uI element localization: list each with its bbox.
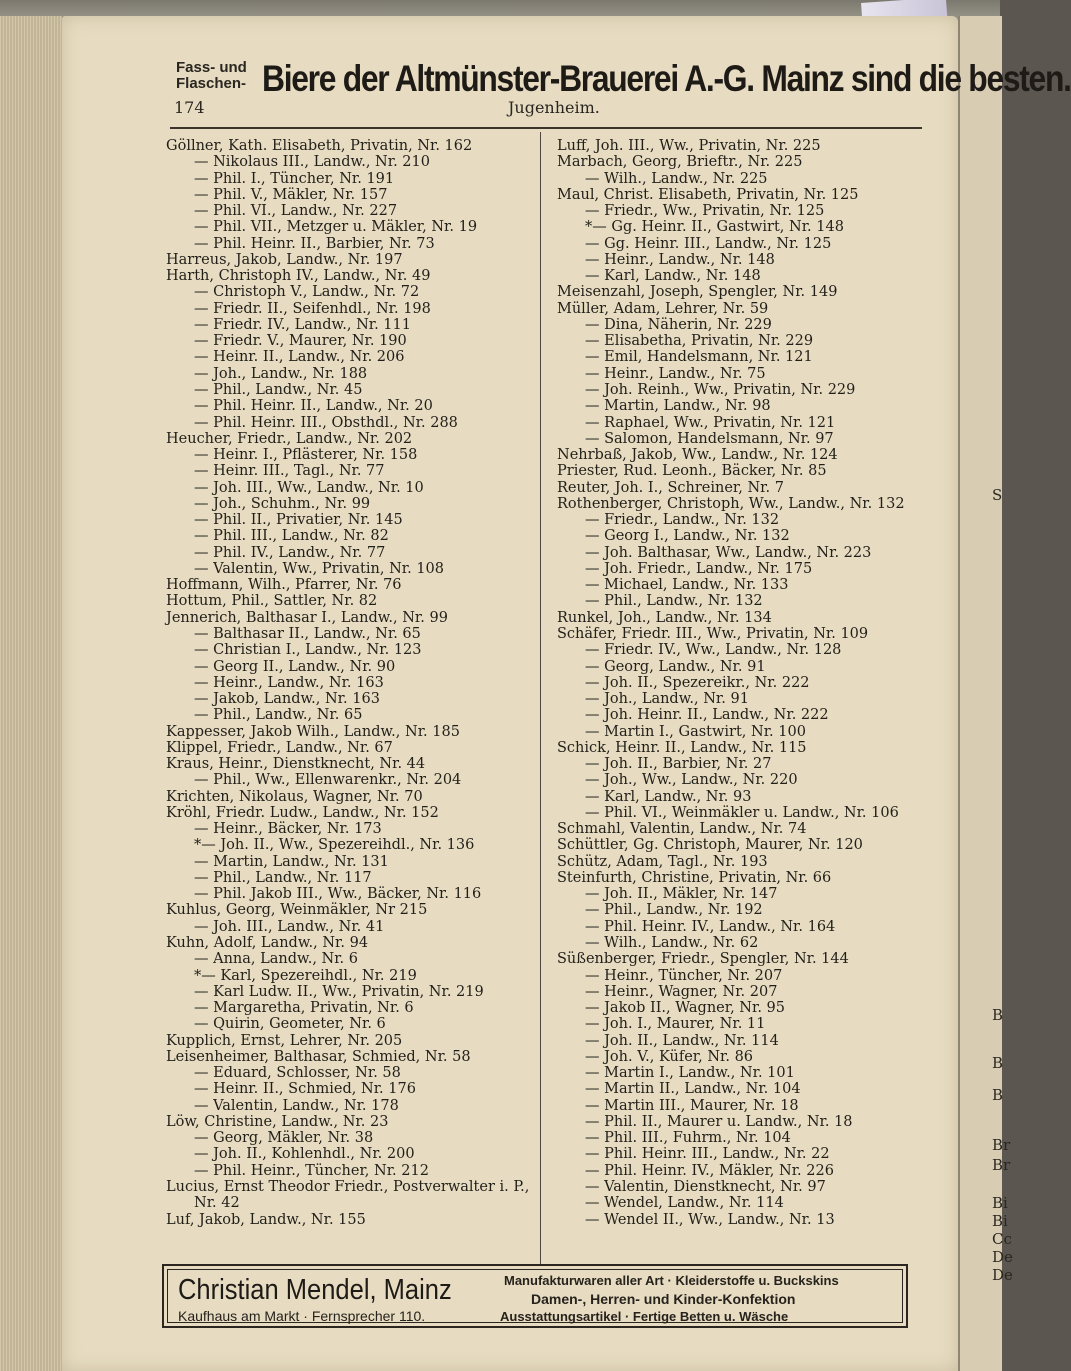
directory-entry: — Heinr. II., Schmied, Nr. 176 bbox=[194, 1081, 416, 1098]
directory-entry: Schick, Heinr. II., Landw., Nr. 115 bbox=[557, 739, 807, 756]
directory-entry: — Martin I., Landw., Nr. 101 bbox=[585, 1065, 795, 1082]
top-advertisement bbox=[176, 58, 1071, 100]
next-page-fragment: B bbox=[992, 1086, 1004, 1104]
directory-entry: — Heinr. III., Tagl., Nr. 77 bbox=[194, 463, 385, 480]
directory-entry: — Heinr. I., Pflästerer, Nr. 158 bbox=[194, 447, 418, 464]
directory-entry: Nr. 42 bbox=[194, 1195, 240, 1212]
directory-entry: — Michael, Landw., Nr. 133 bbox=[585, 577, 789, 594]
directory-entry: *— Joh. II., Ww., Spezereihdl., Nr. 136 bbox=[194, 837, 475, 854]
directory-entry: — Phil. V., Mäkler, Nr. 157 bbox=[194, 186, 388, 203]
directory-entry: — Heinr., Landw., Nr. 163 bbox=[194, 674, 384, 691]
directory-entry: — Joh. II., Kohlenhdl., Nr. 200 bbox=[194, 1146, 415, 1163]
next-page-fragment: B bbox=[992, 1006, 1004, 1024]
directory-entry: — Balthasar II., Landw., Nr. 65 bbox=[194, 625, 421, 642]
directory-entry: — Joh. Reinh., Ww., Privatin, Nr. 229 bbox=[585, 381, 856, 398]
directory-entry: — Phil., Ww., Ellenwarenkr., Nr. 204 bbox=[194, 772, 462, 789]
directory-entry: Meisenzahl, Joseph, Spengler, Nr. 149 bbox=[557, 284, 838, 301]
directory-entry: — Phil., Landw., Nr. 117 bbox=[194, 869, 372, 886]
directory-entry: — Christoph V., Landw., Nr. 72 bbox=[194, 284, 420, 301]
directory-entry: — Phil. I., Tüncher, Nr. 191 bbox=[194, 170, 395, 187]
directory-entry: — Valentin, Dienstknecht, Nr. 97 bbox=[585, 1179, 826, 1195]
directory-entry: — Joh. III., Ww., Landw., Nr. 10 bbox=[194, 479, 424, 496]
directory-entry: — Wilh., Landw., Nr. 225 bbox=[585, 170, 768, 187]
directory-entry: — Joh. III., Landw., Nr. 41 bbox=[194, 918, 385, 935]
directory-entry: — Joh., Landw., Nr. 188 bbox=[194, 365, 368, 382]
directory-entry: Hottum, Phil., Sattler, Nr. 82 bbox=[166, 593, 378, 610]
directory-entry: — Phil., Landw., Nr. 45 bbox=[194, 381, 363, 398]
ad-line-1: Manufakturwaren aller Art · Kleiderstoffe u. Buckskins bbox=[504, 1273, 839, 1288]
directory-entry: Priester, Rud. Leonh., Bäcker, Nr. 85 bbox=[557, 463, 827, 480]
ad-line-3: Ausstattungsartikel · Fertige Betten u. Wäsche bbox=[500, 1309, 789, 1324]
directory-entry: — Phil. III., Landw., Nr. 82 bbox=[194, 528, 389, 545]
directory-entry: — Georg I., Landw., Nr. 132 bbox=[585, 528, 790, 545]
directory-entry: Süßenberger, Friedr., Spengler, Nr. 144 bbox=[557, 951, 849, 968]
directory-entry: — Phil. Heinr., Tüncher, Nr. 212 bbox=[194, 1162, 429, 1179]
directory-entry: Krichten, Nikolaus, Wagner, Nr. 70 bbox=[166, 788, 423, 805]
directory-entry: — Heinr., Wagner, Nr. 207 bbox=[585, 983, 778, 1000]
directory-entry: — Raphael, Ww., Privatin, Nr. 121 bbox=[585, 414, 836, 431]
directory-entry: Kröhl, Friedr. Ludw., Landw., Nr. 152 bbox=[166, 804, 439, 821]
directory-entry: — Friedr., Ww., Privatin, Nr. 125 bbox=[585, 203, 825, 220]
book-spine bbox=[0, 16, 62, 1371]
directory-entry: Harth, Christoph IV., Landw., Nr. 49 bbox=[166, 268, 431, 285]
next-page-fragment: Cc bbox=[992, 1230, 1012, 1248]
directory-entry: Schäfer, Friedr. III., Ww., Privatin, Nr. 109 bbox=[557, 625, 869, 642]
directory-entry: Luff, Joh. III., Ww., Privatin, Nr. 225 bbox=[557, 138, 821, 154]
directory-entry: — Salomon, Handelsmann, Nr. 97 bbox=[585, 430, 834, 447]
directory-entry: — Margaretha, Privatin, Nr. 6 bbox=[194, 1000, 414, 1017]
directory-entry: *— Karl, Spezereihdl., Nr. 219 bbox=[194, 967, 417, 984]
directory-entry: Heucher, Friedr., Landw., Nr. 202 bbox=[166, 430, 413, 447]
directory-entry: — Joh. I., Maurer, Nr. 11 bbox=[585, 1016, 766, 1033]
directory-entry: Göllner, Kath. Elisabeth, Privatin, Nr. 162 bbox=[166, 138, 473, 154]
ad-line-2: Damen-, Herren- und Kinder-Konfektion bbox=[531, 1291, 796, 1307]
directory-entry: Rothenberger, Christoph, Ww., Landw., Nr. 132 bbox=[557, 495, 905, 512]
directory-entry: Löw, Christine, Landw., Nr. 23 bbox=[166, 1113, 389, 1130]
directory-entry: Lucius, Ernst Theodor Friedr., Postverwalter i. P., bbox=[166, 1179, 530, 1195]
directory-entry: Nehrbaß, Jakob, Ww., Landw., Nr. 124 bbox=[557, 447, 838, 464]
directory-entry: — Friedr. V., Maurer, Nr. 190 bbox=[194, 333, 407, 350]
directory-entry: — Christian I., Landw., Nr. 123 bbox=[194, 642, 422, 659]
directory-entry: — Friedr. IV., Landw., Nr. 111 bbox=[194, 316, 411, 333]
directory-entry: — Phil. Heinr. III., Landw., Nr. 22 bbox=[585, 1146, 830, 1163]
header-rule bbox=[170, 127, 922, 129]
next-page-fragment: Bi bbox=[992, 1194, 1008, 1212]
directory-entry: — Phil., Landw., Nr. 132 bbox=[585, 593, 763, 610]
directory-entry: Luf, Jakob, Landw., Nr. 155 bbox=[166, 1211, 366, 1228]
ad-company-address: Kaufhaus am Markt · Fernsprecher 110. bbox=[178, 1308, 426, 1324]
directory-entry: Müller, Adam, Lehrer, Nr. 59 bbox=[557, 300, 769, 317]
directory-entry: Kraus, Heinr., Dienstknecht, Nr. 44 bbox=[166, 756, 426, 773]
directory-entry: — Quirin, Geometer, Nr. 6 bbox=[194, 1016, 386, 1033]
left-column bbox=[166, 138, 529, 1228]
directory-entry: — Friedr., Landw., Nr. 132 bbox=[585, 512, 780, 529]
directory-entry: — Wendel, Landw., Nr. 114 bbox=[585, 1195, 784, 1212]
ad-company-name: Christian Mendel, Mainz bbox=[178, 1274, 452, 1306]
directory-entry: — Phil. IV., Landw., Nr. 77 bbox=[194, 544, 386, 561]
directory-entry: Kupplich, Ernst, Lehrer, Nr. 205 bbox=[166, 1032, 403, 1049]
directory-entry: — Phil. VI., Weinmäkler u. Landw., Nr. 106 bbox=[585, 804, 899, 821]
directory-entry: — Karl, Landw., Nr. 148 bbox=[585, 268, 761, 285]
directory-entry: — Wilh., Landw., Nr. 62 bbox=[585, 935, 759, 952]
column-divider bbox=[540, 132, 541, 1264]
directory-entry: — Martin II., Landw., Nr. 104 bbox=[585, 1081, 801, 1098]
next-page-fragment: Br bbox=[992, 1136, 1011, 1154]
directory-entry: Schmahl, Valentin, Landw., Nr. 74 bbox=[557, 821, 807, 838]
next-page-fragment: De bbox=[992, 1266, 1013, 1284]
directory-entry: — Phil. III., Fuhrm., Nr. 104 bbox=[585, 1130, 791, 1147]
directory-entry: Maul, Christ. Elisabeth, Privatin, Nr. 125 bbox=[557, 186, 859, 203]
directory-entry: — Phil. Heinr. IV., Landw., Nr. 164 bbox=[585, 918, 836, 935]
directory-entry: — Joh., Ww., Landw., Nr. 220 bbox=[585, 772, 798, 789]
directory-entry: — Joh., Landw., Nr. 91 bbox=[585, 691, 749, 708]
page-number: 174 bbox=[174, 98, 205, 117]
next-page-fragment: B bbox=[992, 1054, 1004, 1072]
directory-entry: — Joh. Heinr. II., Landw., Nr. 222 bbox=[585, 707, 829, 724]
directory-entry: — Phil. II., Maurer u. Landw., Nr. 18 bbox=[585, 1113, 853, 1130]
directory-entry: — Georg, Mäkler, Nr. 38 bbox=[194, 1130, 374, 1147]
directory-entry: — Joh. II., Barbier, Nr. 27 bbox=[585, 756, 772, 773]
directory-entry: — Elisabetha, Privatin, Nr. 229 bbox=[585, 333, 814, 350]
directory-entry: Leisenheimer, Balthasar, Schmied, Nr. 58 bbox=[166, 1048, 471, 1065]
directory-entry: — Phil., Landw., Nr. 192 bbox=[585, 902, 763, 919]
directory-entry: — Martin I., Gastwirt, Nr. 100 bbox=[585, 723, 806, 740]
ad-inner-frame bbox=[167, 1269, 903, 1323]
directory-entry: — Jakob, Landw., Nr. 163 bbox=[194, 691, 380, 708]
directory-entry: — Joh. II., Landw., Nr. 114 bbox=[585, 1032, 779, 1049]
directory-entry: — Heinr., Bäcker, Nr. 173 bbox=[194, 821, 382, 838]
directory-entry: — Heinr. II., Landw., Nr. 206 bbox=[194, 349, 405, 366]
directory-entry: Runkel, Joh., Landw., Nr. 134 bbox=[557, 609, 772, 626]
directory-entry: — Phil. Heinr. II., Landw., Nr. 20 bbox=[194, 398, 433, 415]
directory-entry: — Martin, Landw., Nr. 98 bbox=[585, 398, 771, 415]
directory-entry: — Anna, Landw., Nr. 6 bbox=[194, 951, 359, 968]
directory-entry: Marbach, Georg, Brieftr., Nr. 225 bbox=[557, 154, 803, 171]
directory-entry: Harreus, Jakob, Landw., Nr. 197 bbox=[166, 251, 403, 268]
directory-entry: — Gg. Heinr. III., Landw., Nr. 125 bbox=[585, 235, 832, 252]
directory-entry: — Georg II., Landw., Nr. 90 bbox=[194, 658, 396, 675]
directory-entry: Reuter, Joh. I., Schreiner, Nr. 7 bbox=[557, 479, 784, 496]
directory-entry: — Karl, Landw., Nr. 93 bbox=[585, 788, 752, 805]
directory-entry: Jennerich, Balthasar I., Landw., Nr. 99 bbox=[166, 609, 448, 626]
directory-entry: — Valentin, Ww., Privatin, Nr. 108 bbox=[194, 560, 444, 577]
directory-entry: — Phil. Heinr. III., Obsthdl., Nr. 288 bbox=[194, 414, 458, 431]
directory-entry: *— Gg. Heinr. II., Gastwirt, Nr. 148 bbox=[585, 219, 844, 236]
directory-entry: — Joh., Schuhm., Nr. 99 bbox=[194, 495, 371, 512]
directory-entry: — Joh. II., Mäkler, Nr. 147 bbox=[585, 886, 778, 903]
directory-entry: — Phil. VII., Metzger u. Mäkler, Nr. 19 bbox=[194, 219, 478, 236]
directory-entry: — Karl Ludw. II., Ww., Privatin, Nr. 219 bbox=[194, 983, 484, 1000]
directory-entry: Kuhlus, Georg, Weinmäkler, Nr 215 bbox=[166, 902, 428, 919]
directory-entry: — Georg, Landw., Nr. 91 bbox=[585, 658, 766, 675]
directory-entry: — Nikolaus III., Landw., Nr. 210 bbox=[194, 154, 430, 171]
directory-entry: — Joh. Balthasar, Ww., Landw., Nr. 223 bbox=[585, 544, 872, 561]
running-header: Jugenheim. bbox=[508, 98, 600, 117]
bottom-advertisement bbox=[162, 1264, 908, 1328]
directory-entry: — Heinr., Landw., Nr. 148 bbox=[585, 251, 775, 268]
directory-entry: — Eduard, Schlosser, Nr. 58 bbox=[194, 1065, 401, 1082]
directory-entry: — Phil. Jakob III., Ww., Bäcker, Nr. 116 bbox=[194, 886, 482, 903]
directory-entry: — Martin, Landw., Nr. 131 bbox=[194, 853, 389, 870]
directory-entry: — Phil. Heinr. II., Barbier, Nr. 73 bbox=[194, 235, 435, 252]
next-page-fragment: De bbox=[992, 1248, 1013, 1266]
next-page-fragment: S bbox=[992, 486, 1003, 504]
directory-entry: Schütz, Adam, Tagl., Nr. 193 bbox=[557, 853, 768, 870]
directory-entry: — Martin III., Maurer, Nr. 18 bbox=[585, 1097, 799, 1114]
directory-entry: Hoffmann, Wilh., Pfarrer, Nr. 76 bbox=[166, 577, 402, 594]
directory-entry: — Friedr. II., Seifenhdl., Nr. 198 bbox=[194, 300, 431, 317]
directory-entry: Kappesser, Jakob Wilh., Landw., Nr. 185 bbox=[166, 723, 460, 740]
ad-headline: Biere der Altmünster-Brauerei A.-G. Mainz sind die besten. bbox=[262, 58, 1071, 99]
directory-entry: Schüttler, Gg. Christoph, Maurer, Nr. 120 bbox=[557, 837, 863, 854]
directory-entry: — Jakob II., Wagner, Nr. 95 bbox=[585, 1000, 785, 1017]
next-page-edge bbox=[958, 16, 1013, 1371]
next-page-fragment: Br bbox=[992, 1156, 1011, 1174]
directory-entry: — Phil., Landw., Nr. 65 bbox=[194, 707, 363, 724]
directory-entry: Steinfurth, Christine, Privatin, Nr. 66 bbox=[557, 869, 832, 886]
directory-entry: — Emil, Handelsmann, Nr. 121 bbox=[585, 349, 813, 366]
directory-entry: — Heinr., Landw., Nr. 75 bbox=[585, 365, 766, 382]
directory-entry: — Joh. V., Küfer, Nr. 86 bbox=[585, 1048, 754, 1065]
right-column bbox=[557, 138, 905, 1228]
directory-entry: — Friedr. IV., Ww., Landw., Nr. 128 bbox=[585, 642, 842, 659]
directory-entry: Klippel, Friedr., Landw., Nr. 67 bbox=[166, 739, 393, 756]
ad-small-text: Fass- und Flaschen- bbox=[176, 59, 247, 92]
directory-entry: — Phil. II., Privatier, Nr. 145 bbox=[194, 512, 403, 529]
directory-entry: — Joh. Friedr., Landw., Nr. 175 bbox=[585, 560, 813, 577]
next-page-fragment: Bi bbox=[992, 1212, 1008, 1230]
directory-entry: — Heinr., Tüncher, Nr. 207 bbox=[585, 967, 783, 984]
directory-entry: — Wendel II., Ww., Landw., Nr. 13 bbox=[585, 1211, 835, 1228]
directory-entry: — Valentin, Landw., Nr. 178 bbox=[194, 1097, 399, 1114]
directory-entry: — Joh. II., Spezereikr., Nr. 222 bbox=[585, 674, 810, 691]
directory-entry: — Phil. VI., Landw., Nr. 227 bbox=[194, 203, 398, 220]
directory-entry: — Phil. Heinr. IV., Mäkler, Nr. 226 bbox=[585, 1162, 834, 1179]
directory-entry: — Dina, Näherin, Nr. 229 bbox=[585, 316, 772, 333]
directory-entry: Kuhn, Adolf, Landw., Nr. 94 bbox=[166, 935, 369, 952]
